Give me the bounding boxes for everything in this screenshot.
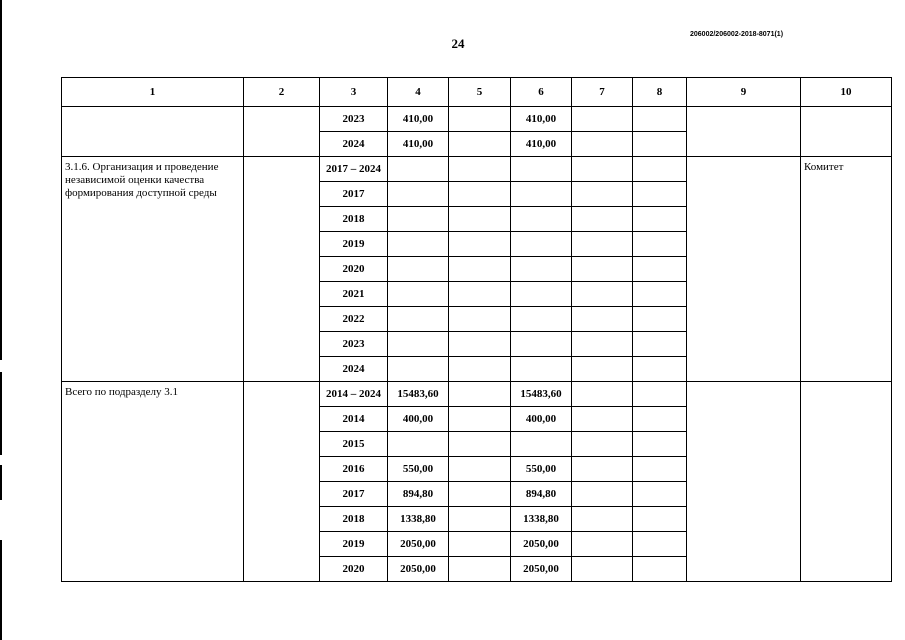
value-cell (449, 507, 511, 532)
value-cell (449, 282, 511, 307)
year-cell: 2021 (320, 282, 388, 307)
value-cell (388, 157, 449, 182)
value-cell (572, 332, 633, 357)
value-cell (633, 482, 687, 507)
value-cell (511, 357, 572, 382)
value-cell (633, 182, 687, 207)
page-number: 24 (451, 36, 465, 51)
value-cell (633, 382, 687, 407)
value-cell (633, 532, 687, 557)
value-cell (572, 557, 633, 582)
value-cell (511, 157, 572, 182)
value-cell: 410,00 (511, 107, 572, 132)
event-description-cell: 3.1.6. Организация и проведение независимой оценки качества формирования доступной среды (62, 157, 244, 382)
year-cell: 2019 (320, 232, 388, 257)
year-cell: 2018 (320, 507, 388, 532)
value-cell (449, 407, 511, 432)
empty-cell (244, 382, 320, 582)
year-cell: 2015 (320, 432, 388, 457)
value-cell (572, 382, 633, 407)
value-cell (633, 232, 687, 257)
table-body (62, 78, 892, 582)
value-cell (449, 532, 511, 557)
value-cell (572, 482, 633, 507)
value-cell (572, 282, 633, 307)
scan-edge (0, 0, 2, 640)
empty-cell (687, 157, 801, 382)
scan-edge-gap (0, 455, 2, 465)
document-id: 206002/206002-2018-8071(1) (690, 31, 784, 38)
value-cell: 410,00 (388, 107, 449, 132)
year-cell: 2024 (320, 357, 388, 382)
column-header: 1 (62, 78, 244, 107)
value-cell (572, 157, 633, 182)
value-cell (633, 257, 687, 282)
value-cell: 1338,80 (388, 507, 449, 532)
empty-cell (687, 382, 801, 582)
value-cell (633, 357, 687, 382)
value-cell (511, 232, 572, 257)
value-cell (572, 532, 633, 557)
value-cell (633, 332, 687, 357)
value-cell (449, 307, 511, 332)
value-cell (572, 207, 633, 232)
value-cell (449, 482, 511, 507)
responsible-cell (801, 382, 892, 582)
event-description-cell (62, 107, 244, 157)
column-header: 2 (244, 78, 320, 107)
scan-edge-gap (0, 500, 2, 540)
column-header: 4 (388, 78, 449, 107)
value-cell: 410,00 (511, 132, 572, 157)
value-cell (572, 357, 633, 382)
column-header: 10 (801, 78, 892, 107)
table-row (62, 157, 892, 182)
value-cell (633, 432, 687, 457)
year-cell: 2017 (320, 182, 388, 207)
value-cell (572, 432, 633, 457)
value-cell: 2050,00 (511, 532, 572, 557)
value-cell (633, 557, 687, 582)
year-cell: 2019 (320, 532, 388, 557)
budget-table (61, 77, 892, 582)
column-header: 3 (320, 78, 388, 107)
value-cell (633, 107, 687, 132)
value-cell (633, 507, 687, 532)
year-cell: 2017 (320, 482, 388, 507)
value-cell (572, 507, 633, 532)
value-cell (449, 182, 511, 207)
value-cell (633, 157, 687, 182)
value-cell: 400,00 (388, 407, 449, 432)
value-cell (511, 257, 572, 282)
value-cell (449, 107, 511, 132)
value-cell (572, 307, 633, 332)
column-header: 9 (687, 78, 801, 107)
responsible-cell: Комитет (801, 157, 892, 382)
value-cell: 410,00 (388, 132, 449, 157)
value-cell (388, 432, 449, 457)
value-cell: 15483,60 (388, 382, 449, 407)
column-header: 5 (449, 78, 511, 107)
empty-cell (244, 157, 320, 382)
value-cell (633, 457, 687, 482)
year-cell: 2020 (320, 257, 388, 282)
year-cell: 2024 (320, 132, 388, 157)
value-cell (388, 282, 449, 307)
table-row (62, 382, 892, 407)
year-cell: 2016 (320, 457, 388, 482)
value-cell (511, 332, 572, 357)
value-cell (633, 207, 687, 232)
year-cell: 2023 (320, 332, 388, 357)
value-cell (388, 207, 449, 232)
value-cell (572, 132, 633, 157)
value-cell (388, 182, 449, 207)
value-cell (511, 182, 572, 207)
year-cell: 2014 (320, 407, 388, 432)
value-cell (449, 257, 511, 282)
value-cell (633, 282, 687, 307)
value-cell (633, 407, 687, 432)
value-cell (511, 282, 572, 307)
value-cell: 400,00 (511, 407, 572, 432)
value-cell (572, 407, 633, 432)
year-cell: 2020 (320, 557, 388, 582)
value-cell (449, 357, 511, 382)
value-cell (511, 307, 572, 332)
value-cell (449, 557, 511, 582)
value-cell: 2050,00 (511, 557, 572, 582)
value-cell: 550,00 (388, 457, 449, 482)
value-cell (449, 432, 511, 457)
column-header: 6 (511, 78, 572, 107)
year-cell: 2023 (320, 107, 388, 132)
empty-cell (687, 107, 801, 157)
value-cell (633, 307, 687, 332)
value-cell: 2050,00 (388, 557, 449, 582)
column-header-row (62, 78, 892, 107)
value-cell (388, 232, 449, 257)
year-cell: 2014 – 2024 (320, 382, 388, 407)
value-cell (572, 182, 633, 207)
value-cell: 2050,00 (388, 532, 449, 557)
responsible-cell (801, 107, 892, 157)
value-cell: 15483,60 (511, 382, 572, 407)
scan-edge-gap (0, 360, 2, 372)
value-cell: 1338,80 (511, 507, 572, 532)
value-cell (449, 157, 511, 182)
value-cell (572, 232, 633, 257)
year-cell: 2018 (320, 207, 388, 232)
column-header: 7 (572, 78, 633, 107)
value-cell (511, 432, 572, 457)
value-cell (449, 132, 511, 157)
value-cell (633, 132, 687, 157)
empty-cell (244, 107, 320, 157)
value-cell (572, 257, 633, 282)
value-cell (388, 332, 449, 357)
table-row (62, 107, 892, 132)
column-header: 8 (633, 78, 687, 107)
value-cell (572, 457, 633, 482)
value-cell (449, 382, 511, 407)
value-cell (449, 207, 511, 232)
value-cell (511, 207, 572, 232)
year-cell: 2017 – 2024 (320, 157, 388, 182)
value-cell (388, 257, 449, 282)
value-cell (388, 357, 449, 382)
value-cell (449, 232, 511, 257)
value-cell (449, 457, 511, 482)
value-cell (449, 332, 511, 357)
year-cell: 2022 (320, 307, 388, 332)
value-cell: 894,80 (388, 482, 449, 507)
value-cell: 550,00 (511, 457, 572, 482)
value-cell (388, 307, 449, 332)
value-cell (572, 107, 633, 132)
value-cell: 894,80 (511, 482, 572, 507)
event-description-cell: Всего по подразделу 3.1 (62, 382, 244, 582)
